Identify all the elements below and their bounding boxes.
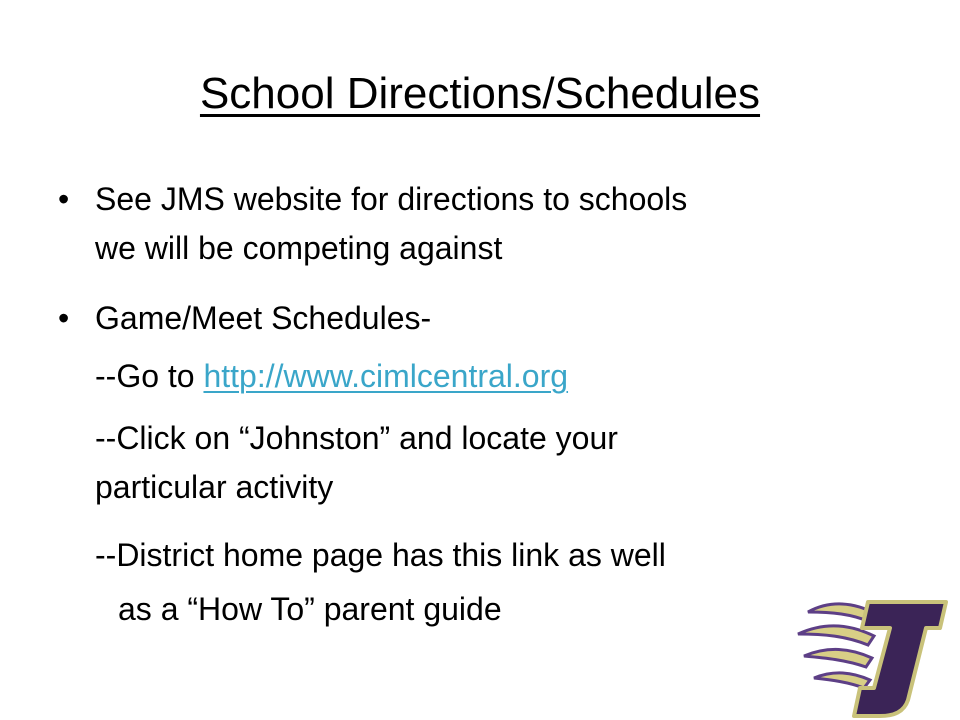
johnston-j-flame-logo-icon — [790, 588, 960, 720]
bullet-1-line-1: See JMS website for directions to schools — [95, 181, 688, 217]
bullet-icon: • — [58, 300, 70, 336]
cimlcentral-link[interactable]: http://www.cimlcentral.org — [203, 358, 569, 394]
go-to-line — [95, 357, 568, 395]
click-line-1: --Click on “Johnston” and locate your — [95, 420, 618, 456]
slide-title: School Directions/Schedules — [199, 69, 761, 118]
district-line-2: as a “How To” parent guide — [118, 591, 502, 627]
click-line-2: particular activity — [95, 469, 334, 505]
bullet-icon: • — [58, 181, 70, 217]
bullet-1-line-2: we will be competing against — [95, 230, 503, 266]
go-to-prefix: --Go to — [95, 358, 204, 394]
bullet-2-line-1: Game/Meet Schedules- — [95, 300, 432, 336]
district-line-1: --District home page has this link as well — [95, 537, 666, 573]
